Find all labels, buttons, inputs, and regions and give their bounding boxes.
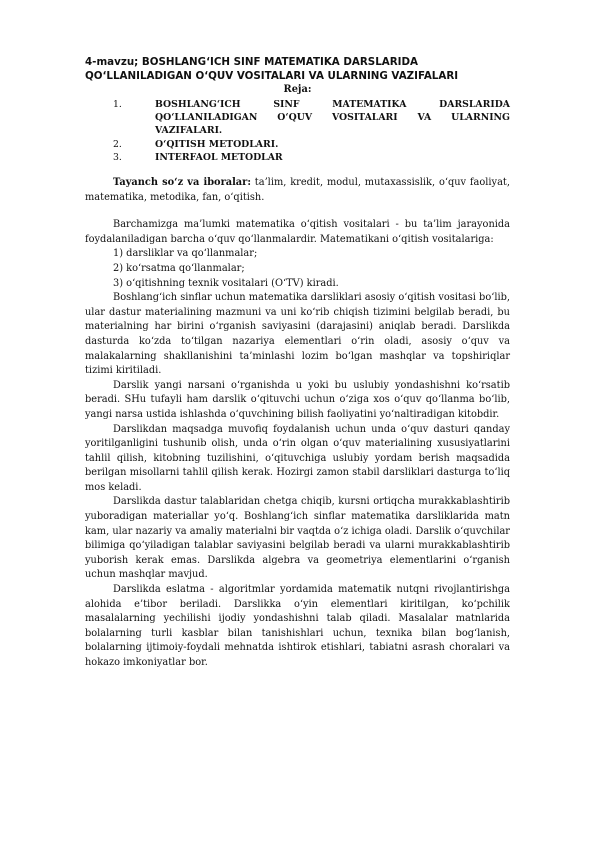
list-item: 1) darsliklar va qo‘llanmalar; (113, 248, 258, 260)
title-line-1: 4-mavzu; BOSHLANG‘ICH SINF MATEMATIKA DARSLARIDA (85, 56, 419, 68)
body-paragraph: Darslikda eslatma - algoritmlar yordamida matematik nutqni rivojlantirishga alohida e’tibor beriladi. Darslikka o‘yin elementlari kiritilgan, ko‘pchilik masalalarning yechilishi ijodiy yondashishni talab qiladi. Masalalar matnlarida bolalarning turli kasblar bilan tanishishlari uchun, texnika bilan bog‘lanish, bolalarning ijtimoiy-foydali mehnatda ishtirok etishlari, tabiatni asrash choralari va hokazo imkoniyatlar bor. (85, 584, 510, 669)
keywords-text: ta’lim, kredit, modul, mutaxassislik, o‘quv faoliyat, matematika, metodika, fan, o‘qitish. (85, 177, 510, 203)
plan-item (85, 98, 510, 138)
plan-item-text: O‘QITISH METODLARI. (155, 138, 279, 150)
body-paragraph: Boshlang‘ich sinflar uchun matematika darsliklari asosiy o‘qitish vositasi bo‘lib, ular dastur materialining mazmuni va uni ko‘rib chiqish tizimini belgilab beradi, bu materialning har birini o‘rganish saviyasini (darajasini) aniqlab beradi. Darslikda dasturda ko‘zda to‘tilgan nazariya elementlari o‘rin oladi, asosiy o‘quv va malakalarning shakllanishini ta’minlashi lozim bo‘lgan mashqlar va topshiriqlar tizimi kiritiladi. (85, 292, 510, 377)
title-line-2: QO‘LLANILADIGAN O‘QUV VOSITALARI VA ULARNING VAZIFALARI (85, 70, 459, 83)
body-paragraph: Darslikda dastur talablaridan chetga chiqib, kursni ortiqcha murakkablashtirib yuboradigan materiallar yo‘q. Boshlang‘ich sinflar matematika darsliklarida matn kam, ular nazariy va amaliy materialni bir vaqtda o‘z ichiga oladi. Darslik o‘quvchilar bilimiga qo‘yiladigan talablar saviyasini belgilab beradi va ularni murakkablashtirib yuborish kerak emas. Darslikda algebra va geometriya elementlarini o‘rganish uchun mashqlar mavjud. (85, 496, 510, 581)
plan-item-number: 2. (113, 138, 122, 150)
plan-item (85, 151, 510, 164)
list-item: 3) o‘qitishning texnik vositalari (O‘TV) kiradi. (113, 277, 339, 289)
plan-item (85, 138, 510, 151)
keywords-label: Tayanch so‘z va iboralar: (113, 177, 251, 189)
plan-item-text: BOSHLANG‘ICH SINF MATEMATIKA DARSLARIDA QO‘LLANILADIGAN O‘QUV VOSITALARI VA ULARNING VAZIFALARI. (155, 99, 510, 137)
intro-paragraph: Barchamizga ma’lumki matematika o‘qitish vositalari - bu ta’lim jarayonida foydalaniladigan barcha o‘quv qo‘llanmalardir. Matematikani o‘qitish vositalariga: (85, 219, 510, 245)
plan-list (85, 98, 510, 164)
document-page (85, 55, 510, 671)
keywords-paragraph (85, 176, 510, 205)
plan-heading: Reja: (283, 84, 312, 96)
list-item: 2) ko‘rsatma qo‘llanmalar; (113, 262, 245, 274)
plan-item-number: 3. (113, 151, 122, 163)
body-paragraph: Darslikdan maqsadga muvofiq foydalanish uchun unda o‘quv dasturi qanday yoritilganligini tushunib olish, unda o‘rin olgan o‘quv materialining xususiyatlarini tahlil qilish, kitobning tuzilishini, o‘qituvchiga uslubiy yordam berish maqsadida berilgan misollarni tahlil qilish kerak. Hozirgi zamon stabil darsliklari dasturga to‘liq mos keladi. (85, 423, 510, 493)
plan-item-text: INTERFAOL METODLAR (155, 151, 283, 163)
body-paragraph: Darslik yangi narsani o‘rganishda u yoki bu uslubiy yondashishni ko‘rsatib beradi. SHu tufayli ham darslik o‘qituvchi uchun o‘ziga xos o‘quv qo‘llanma bo‘lib, yangi narsa ustida ishlashda o‘quvchining bilish faoliyatini yo‘naltiradigan kitobdir. (85, 379, 510, 420)
plan-item-number: 1. (113, 99, 122, 110)
